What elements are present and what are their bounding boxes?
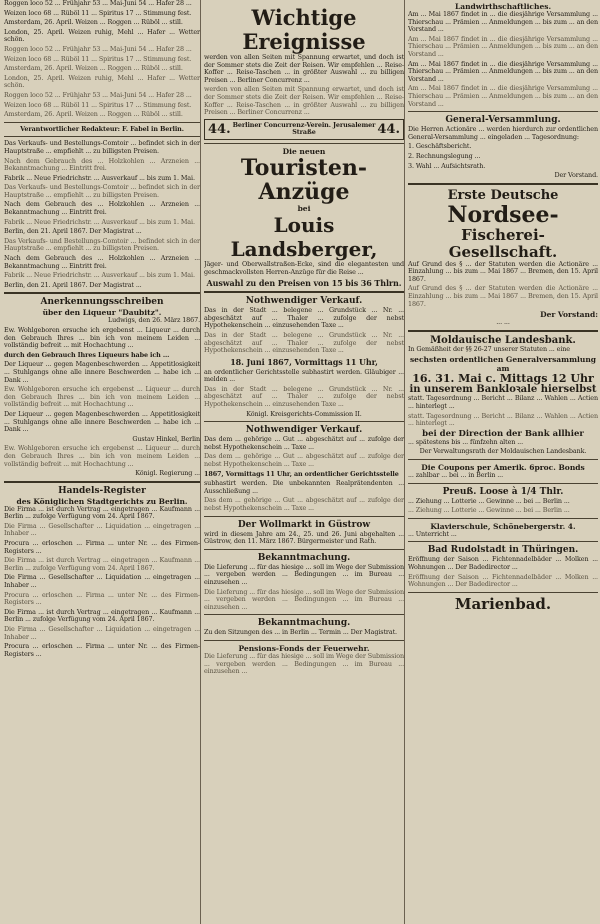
verkauf2-text2: subhastirt werden. Die unbekannten Realprätendenten ... Ausschließung ... [204,479,404,495]
bek1-text: Die Lieferung ... für das hiesige ... soll im Wege der Submission ... vergeben werden ... Bedingungen ... im Bureau ... einzusehen ... [204,562,404,586]
landwirt-text: Am ... Mai 1867 findet in ... die diesjährige Versammlung ... Thierschau ... Prämien ... Anmeldungen ... bis zum ... an den Vorstand ... [408,34,598,58]
divider [204,143,404,144]
divider [4,481,200,483]
signature-line: Königl. Regierung ... [135,469,200,478]
bek2-text: Zu den Sitzungen des ... in Berlin ... Termin ... Der Magistrat. [204,628,397,637]
moldau-where: in unserem Bankloꝛale hierselbst [409,384,597,396]
events-text: werden von allen Seiten mit Spannung erwartet, und doch ist der Sommer stets die Zeit der Reisen. Wir empfehlen ... Reise-Koffer ... Reise-Taschen ... in größter Auswahl ... zu billigen Preisen ... Berliner Concurrenz ... [204,53,404,84]
market-report: London, 25. April. Weizen ruhig, Mehl ... Hafer ... Wetter schön. [4,27,200,44]
handels-title: Handels-Register [58,485,146,496]
notice-text: Nach dem Gebrauch des ... Holzkohlen ... Arzneien ... Bekanntmachung ... Eintritt frei. [4,156,200,173]
wollmarkt-title: Der Wollmarkt in Güstrow [237,519,371,530]
moldau-date: 16. 31. Mai c. Mittags 12 Uhr [412,372,594,386]
landwirt-text: Am ... Mai 1867 findet in ... die diesjährige Versammlung ... Thierschau ... Prämien ... Anmeldungen ... bis zum ... an den Vorstand ... [408,59,598,83]
notice-text: Berlin, den 21. April 1867. Der Magistrat ... [4,280,142,289]
divider [204,549,404,550]
market-report: London, 25. April. Weizen ruhig, Mehl ... Hafer ... Wetter schön. [4,73,200,90]
verkauf1-text: Das in der Stadt ... belegene ... Grundstück ... Nr. ... abgeschätzt auf ... Thaler ... zufolge der nebst Hypothekenschein ... einzusehenden Taxe ... [204,306,404,330]
bek1-text: Die Lieferung ... für das hiesige ... soll im Wege der Submission ... vergeben werden ... Bedingungen ... im Bureau ... einzusehen ... [204,587,404,611]
handels-entry: Die Firma ... ist durch Vertrag ... eingetragen ... Kaufmann ... Berlin ... zufolge Verfügung vom 24. April 1867. [4,607,200,624]
column-left [4,0,201,924]
divider [408,483,598,484]
market-report: Amsterdam, 26. April. Weizen ... Roggen ... Rüböl ... still. [4,18,183,27]
klavier-line: Klavierschule, Schönebergerstr. 4. [430,521,576,531]
market-report: Weizen loco 68 ... Rüböl 11 ... Spiritus 17 ... Stimmung fest. [4,8,192,17]
landwirt-text: Am ... Mai 1867 findet in ... die diesjährige Versammlung ... Thierschau ... Prämien ... Anmeldungen ... bis zum ... an den Vorstand ... [408,84,598,108]
daubitz-text: Der Liqueur ... gegen Magenbeschwerden ... Appetitlosigkeit ... Stuhlgangs ohne alle innere Beschwerden ... habe ich ... Dank ... [4,409,200,434]
handels-subtitle: des Königlichen Stadtgerichts zu Berlin. [16,496,188,506]
verkauf2-date: 1867, Vormittags 11 Uhr, an ordentlicher Gerichtsstelle [204,469,399,478]
events-text: werden von allen Seiten mit Spannung erwartet, und doch ist der Sommer stets die Zeit der Reisen. Wir empfehlen ... Reise-Koffer ... Reise-Taschen ... in größter Auswahl ... zu billigen Preisen ... Berliner Concurrenz ... [204,85,404,117]
coupon-text: ... zahlbar ... bei ... in Berlin ... [408,471,504,479]
divider [4,122,200,123]
preuss-title: Preuß. Loose à 1/4 Thlr. [442,486,564,497]
notice-text: Fabrik ... Neue Friedrichstr. ... Ausverkauf ... bis zum 1. Mai. [4,217,195,226]
divider [204,421,404,422]
gv-sign: Der Vorstand. [554,171,598,180]
divider [408,459,598,460]
divider [4,292,200,294]
handels-entry: Procura ... erloschen ... Firma ... unter Nr. ... des Firmen-Registers ... [4,539,200,555]
preuss-text: ... Ziehung ... Lotterie ... Gewinne ... bei ... Berlin ... [408,506,570,515]
gv-item: 1. Geschäftsbericht. [408,142,472,151]
market-report: Amsterdam, 26. April. Weizen ... Roggen ... Rüböl ... still. [4,110,183,119]
verkauf2-text2: Das dem ... gehörige ... Gut ... abgeschätzt auf ... zufolge der nebst Hypothekenschein ... Taxe ... [204,496,404,512]
daubitz-text: Der Liqueur ... gegen Magenbeschwerden ... Appetitlosigkeit ... Stuhlgangs ohne alle innere Beschwerden ... habe ich ... Dank ... [4,360,200,384]
moldau-text2: statt. Tagesordnung ... Bericht ... Bilanz ... Wahlen ... Actien ... hinterlegt ... [408,394,598,411]
ack-date: Ludwigs, den 26. März 1867. [107,316,200,325]
verkauf2-text: Das dem ... gehörige ... Gut ... abgeschätzt auf ... zufolge der nebst Hypothekenschein ... Taxe ... [204,435,404,451]
strip-number-left: 44. [208,121,231,137]
landsberger-title: Louis Landsberger, [230,212,378,261]
divider [204,291,404,293]
bad-title: Bad Rudolstadt in Thüringen. [427,545,579,556]
daubitz-text: Ew. Wohlgeboren ersuche ich ergebenst ... Liqueur ... durch den Gebrauch Ihres ... bin ich von meinem Leiden ... vollständig befreit ... mit Hochachtung ... [4,444,200,468]
handels-entry: Die Firma ... ist durch Vertrag ... eingetragen ... Kaufmann ... Berlin ... zufolge Verfügung vom 24. April 1867. [4,504,200,521]
fischerei-text: Auf Grund des § ... der Statuten werden die Actionäre ... Einzahlung ... bis zum ... Mai 1867 ... Bremen, den 15. April 1867. [408,284,598,308]
moldau-text3: ... spätestens bis ... fünfzehn alten ... [408,437,524,446]
market-report: Roggen loco 52 ... Frühjahr 53 ... Mai-Juni 54 ... Hafer 28 ... [4,90,192,99]
fischerei-title: Fischerei-Gesellschaft. [448,225,558,261]
bek1-title: Bekanntmachung. [257,552,351,563]
moldau-sign: Der Verwaltungsrath der Moldauischen Landesbank. [419,447,587,456]
landwirt-title: Landwirthschaftliches. [454,2,552,11]
nordsee-title: Nordsee- [447,201,559,228]
strip-text: Berliner Concurrenz-Verein. Jerusalemer Straße [232,120,376,137]
notice-text: Das Verkaufs- und Bestellungs-Comtoir ... befindet sich in der Hauptstraße ... empfiehlt ... zu billigsten Preisen. [4,183,200,199]
fischerei-text: Auf Grund des § ... der Statuten werden die Actionäre ... Einzahlung ... bis zum ... Mai 1867 ... Bremen, den 15. April 1867. [408,259,598,283]
divider [408,183,598,185]
gv-item: 2. Rechnungslegung ... [408,151,481,160]
handels-entry: Die Firma ... ist durch Vertrag ... eingetragen ... Kaufmann ... Berlin ... zufolge Verfügung vom 24. April 1867. [4,556,200,572]
klavier-text: ... Unterricht ... [408,529,457,538]
divider [408,518,598,519]
notice-text: Das Verkaufs- und Bestellungs-Comtoir ... befindet sich in der Hauptstraße ... empfiehlt ... zu billigsten Preisen. [4,139,200,155]
handels-entry: Die Firma ... Gesellschafter ... Liquidation ... eingetragen ... Inhaber ... [4,625,200,641]
divider [204,640,404,641]
pension-title: Pensions-Fonds der Feuerwehr. [238,643,370,653]
gv-item: 3. Wahl ... Aufsichtsrath. [408,161,486,170]
bad-text: Eröffnung der Saison ... Fichtennadelbäder ... Molken ... Wohnungen ... Der Badedirector ... [408,572,598,589]
landsberger-text: Jäger- und Oberwallstraßen-Ecke, sind die elegantesten und geschmackvollsten Herren-Anzüge für die Reise ... [204,259,404,276]
notice-text: Nach dem Gebrauch des ... Holzkohlen ... Arzneien ... Bekanntmachung ... Eintritt frei. [4,254,200,270]
moldau-sub: sechsten ordentlichen Generalversammlung [409,355,597,365]
market-report: Roggen loco 52 ... Frühjahr 53 ... Mai-Juni 54 ... Hafer 28 ... [4,0,192,7]
notice-text: Nach dem Gebrauch des ... Holzkohlen ... Arzneien ... Bekanntmachung ... Eintritt frei. [4,200,200,217]
handels-entry: Procura ... erloschen ... Firma ... unter Nr. ... des Firmen-Registers ... [4,590,200,607]
bad-text: Eröffnung der Saison ... Fichtennadelbäder ... Molken ... Wohnungen ... Der Badedirector ... [408,555,598,571]
verkauf1-text: Das in der Stadt ... belegene ... Grundstück ... Nr. ... abgeschätzt auf ... Thaler ... zufolge der nebst Hypothekenschein ... einzusehenden Taxe ... [204,330,404,355]
bei-label: bei [297,203,311,213]
handels-entry: Procura ... erloschen ... Firma ... unter Nr. ... des Firmen-Registers ... [4,642,200,658]
vorstand-label: Der Vorstand: [540,310,598,320]
market-report: Weizen loco 68 ... Rüböl 11 ... Spiritus 17 ... Stimmung fest. [4,100,192,109]
daubitz-text: Ew. Wohlgeboren ersuche ich ergebenst ... Liqueur ... durch den Gebrauch Ihres ... bin ich von meinem Leiden ... vollständig befreit ... mit Hochachtung ... [4,385,200,409]
verkauf1-sign: Königl. Kreisgerichts-Commission II. [246,409,362,418]
events-title: Wichtige Ereignisse [242,5,366,54]
verkauf1-title: Nothwendiger Verkauf. [245,296,363,307]
vorstand-names: ... ... [496,318,510,327]
verkauf1-text2: an ordentlicher Gerichtsstelle subhastirt werden. Gläubiger ... melden ... [204,367,404,384]
notice-text: Fabrik ... Neue Friedrichstr. ... Ausverkauf ... bis zum 1. Mai. [4,271,195,280]
moldau-on: am [496,364,510,374]
notice-text: Das Verkaufs- und Bestellungs-Comtoir ... befindet sich in der Hauptstraße ... empfiehlt ... zu billigsten Preisen. [4,236,200,253]
ack-text: Ew. Wohlgeboren ersuche ich ergebenst ... Liqueur ... durch den Gebrauch Ihres ... bin ich von meinem Leiden ... vollständig befreit ... mit Hochachtung ... [4,326,200,350]
gv-title: General-Versammlung. [445,115,561,126]
verkauf1-date: 18. Juni 1867, Vormittags 11 Uhr, [230,356,378,367]
direction-line: bei der Direction der Bank allhier [422,428,584,439]
coupon-line: Die Coupons per Amerik. 6proc. Bonds [421,463,585,472]
daubitz-line: durch den Gebrauch Ihres Liqueurs habe ich ... [4,350,170,359]
divider [408,111,598,112]
strip-number-right: 44. [377,121,400,137]
landwirt-text: Am ... Mai 1867 findet in ... die diesjährige Versammlung ... Thierschau ... Prämien ... Anmeldungen ... bis zum ... an den Vorstand ... [408,10,598,34]
market-report: Weizen loco 68 ... Rüböl 11 ... Spiritus 17 ... Stimmung fest. [4,54,192,63]
moldau-text: In Gemäßheit der §§ 26-27 unserer Statuten ... eine [408,344,570,353]
market-report: Roggen loco 52 ... Frühjahr 53 ... Mai-Juni 54 ... Hafer 28 ... [4,44,192,53]
moldau-text2: statt. Tagesordnung ... Bericht ... Bilanz ... Wahlen ... Actien ... hinterlegt ... [408,411,598,428]
verkauf2-text: Das dem ... gehörige ... Gut ... abgeschätzt auf ... zufolge der nebst Hypothekenschein ... Taxe ... [204,452,404,469]
price-line: Auswahl zu den Preisen von 15 bis 36 Thlrn. [206,278,402,289]
bek2-title: Bekanntmachung. [257,618,351,629]
concurrenz-strip [204,119,404,140]
ack-subtitle: über den Liqueur "Daubitz". [42,308,162,318]
market-report: Amsterdam, 26. April. Weizen ... Roggen ... Rüböl ... still. [4,64,183,73]
marienbad-title: Marienbad. [454,594,552,613]
pension-text: Die Lieferung ... für das hiesige ... soll im Wege der Submission ... vergeben werden ... Bedingungen ... im Bureau ... einzusehen ... [204,651,404,676]
gv-text: Die Herren Actionäre ... werden hierdurch zur ordentlichen General-Versammlung ... eingeladen ... Tagesordnung: [408,125,598,141]
stamp-line: Gustav Hinkel, Berlin [132,434,200,443]
ack-title: Anerkennungsschreiben [40,297,164,308]
editor-line: Verantwortlicher Redakteur: F. Fabel in Berlin. [20,124,184,133]
handels-entry: Die Firma ... Gesellschafter ... Liquidation ... eingetragen ... Inhaber ... [4,573,200,590]
die-neuen: Die neuen [282,146,326,156]
divider [204,516,404,517]
divider [408,330,598,332]
handels-entry: Die Firma ... Gesellschafter ... Liquidation ... eingetragen ... Inhaber ... [4,521,200,538]
moldau-title: Moldauische Landesbank. [430,334,576,346]
column-middle [204,0,405,924]
verkauf2-title: Nothwendiger Verkauf. [245,425,363,436]
divider [408,592,598,593]
verkauf1-text2: Das in der Stadt ... belegene ... Grundstück ... Nr. ... abgeschätzt auf ... Thaler ... zufolge der nebst Hypothekenschein ... einzusehenden Taxe ... [204,384,404,409]
preuss-text: ... Ziehung ... Lotterie ... Gewinne ... bei ... Berlin ... [408,496,570,505]
notice-text: Berlin, den 21. April 1867. Der Magistrat ... [4,227,142,236]
divider [4,136,200,137]
column-right [408,0,598,924]
erste-deutsche: Erste Deutsche [447,187,559,203]
wollmarkt-text: wird in diesem Jahre am 24., 25. und 26. Juni abgehalten ... Güstrow, den 11. März 1867. Bürgermeister und Rath. [204,529,404,546]
touristen-title: Touristen-Anzüge [240,154,368,205]
divider [204,614,404,615]
divider [408,541,598,542]
notice-text: Fabrik ... Neue Friedrichstr. ... Ausverkauf ... bis zum 1. Mai. [4,173,195,182]
